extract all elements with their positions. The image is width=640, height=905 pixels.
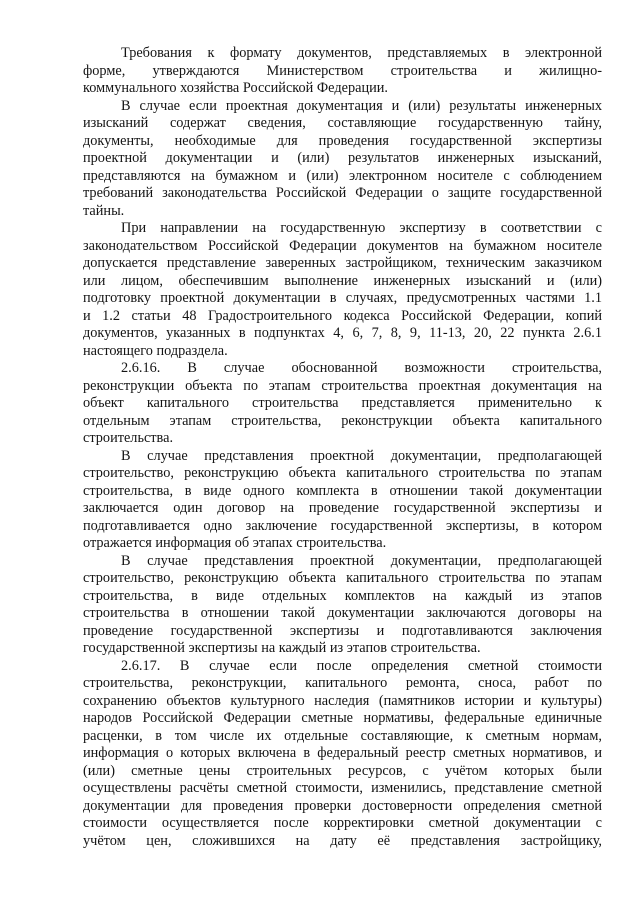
text-line: коммунального хозяйства Российской Федерации. bbox=[83, 80, 388, 96]
text-line: строительство, реконструкцию объекта капитального строительства по этапам bbox=[83, 570, 602, 586]
text-line: осуществлены расчёты сметной стоимости, изменились, представление сметной bbox=[83, 780, 602, 796]
text-line: отражается информация об этапах строительства. bbox=[83, 535, 387, 551]
text-line: строительства. bbox=[83, 430, 174, 446]
text-line: проведение государственной экспертизы и подготавливаются заключения bbox=[83, 622, 602, 639]
text-line: допускается представление заверенных застройщиком, техническим заказчиком bbox=[83, 255, 602, 271]
text-line: документации для проведения проверки достоверности определения сметной bbox=[83, 797, 602, 814]
paragraph bbox=[83, 220, 602, 360]
text-line: и 1.2 статьи 48 Градостроительного кодекса Российской Федерации, копий bbox=[83, 307, 602, 324]
text-line: строительства, в виде отдельных комплектов на каждый из этапов bbox=[83, 587, 602, 604]
text-line: информация о которых включена в федеральный реестр сметных нормативов, и bbox=[83, 745, 602, 761]
text-line: законодательством Российской Федерации документов на бумажном носителе bbox=[83, 237, 602, 254]
text-line: проектной документации и (или) результатов инженерных изысканий, bbox=[83, 150, 602, 166]
text-line: учётом цен, сложившихся на дату её представления застройщику, bbox=[83, 832, 602, 849]
paragraph bbox=[83, 45, 602, 98]
text-line: представляются на бумажном и (или) электронном носителе с соблюдением bbox=[83, 167, 602, 184]
text-line: заключается один договор на проведение государственной экспертизы и bbox=[83, 500, 602, 516]
text-line: народов Российской Федерации сметные нормативы, федеральные единичные bbox=[83, 710, 602, 726]
text-line: 2.6.17. В случае если после определения сметной стоимости bbox=[121, 657, 602, 674]
text-line: отдельным этапам строительства, реконструкции объекта капитального bbox=[83, 412, 602, 429]
text-line: требований законодательства Российской Федерации о защите государственной bbox=[83, 185, 602, 201]
text-line: расценки, в том числе их отдельные составляющие, к сметным нормам, bbox=[83, 727, 602, 744]
text-line: В случае представления проектной документации, предполагающей bbox=[121, 552, 602, 569]
paragraph bbox=[83, 448, 602, 553]
text-line: объект капитального строительства представляется применительно к bbox=[83, 395, 602, 411]
text-line: тайны. bbox=[83, 202, 125, 219]
text-line: государственной экспертизы на каждый из этапов строительства. bbox=[83, 640, 481, 656]
text-line: В случае представления проектной документации, предполагающей bbox=[121, 447, 602, 464]
text-line: (или) сметные цены строительных ресурсов, с учётом которых были bbox=[83, 762, 602, 779]
text-line: строительства, в виде одного комплекта в отношении такой документации bbox=[83, 482, 602, 499]
text-line: сохранению объектов культурного наследия (памятников истории и культуры) bbox=[83, 692, 602, 709]
text-line: изысканий содержат сведения, составляющие государственную тайну, bbox=[83, 115, 602, 131]
paragraph bbox=[83, 553, 602, 658]
paragraph bbox=[83, 658, 602, 851]
text-line: В случае если проектная документация и (или) результаты инженерных bbox=[121, 97, 602, 114]
text-line: форме, утверждаются Министерством строительства и жилищно- bbox=[83, 62, 602, 79]
text-line: документов, указанных в подпунктах 4, 6, 7, 8, 9, 11-13, 20, 22 пункта 2.6.1 bbox=[83, 325, 602, 341]
text-line: Требования к формату документов, представляемых в электронной bbox=[121, 45, 602, 61]
text-line: строительства в отношении такой документации заключаются договоры на bbox=[83, 605, 602, 621]
text-line: строительства, реконструкции, капитального ремонта, сноса, работ по bbox=[83, 675, 602, 691]
text-line: При направлении на государственную экспертизу в соответствии с bbox=[121, 220, 602, 236]
paragraph bbox=[83, 98, 602, 221]
text-line: стоимости осуществляется после корректировки сметной документации с bbox=[83, 815, 602, 831]
text-line: 2.6.16. В случае обоснованной возможности строительства, bbox=[121, 360, 602, 376]
document-text-body bbox=[83, 45, 602, 850]
text-line: настоящего подраздела. bbox=[83, 342, 228, 359]
text-line: реконструкции объекта по этапам строительства проектная документация на bbox=[83, 377, 602, 394]
paragraph bbox=[83, 360, 602, 448]
text-line: подготавливается одно заключение государственной экспертизы, в котором bbox=[83, 517, 602, 534]
text-line: документы, необходимые для проведения государственной экспертизы bbox=[83, 132, 602, 149]
text-line: или лицом, обеспечившим выполнение инженерных изысканий и (или) bbox=[83, 272, 602, 289]
text-line: подготовку проектной документации в случаях, предусмотренных частями 1.1 bbox=[83, 290, 602, 306]
text-line: строительство, реконструкцию объекта капитального строительства по этапам bbox=[83, 465, 602, 481]
